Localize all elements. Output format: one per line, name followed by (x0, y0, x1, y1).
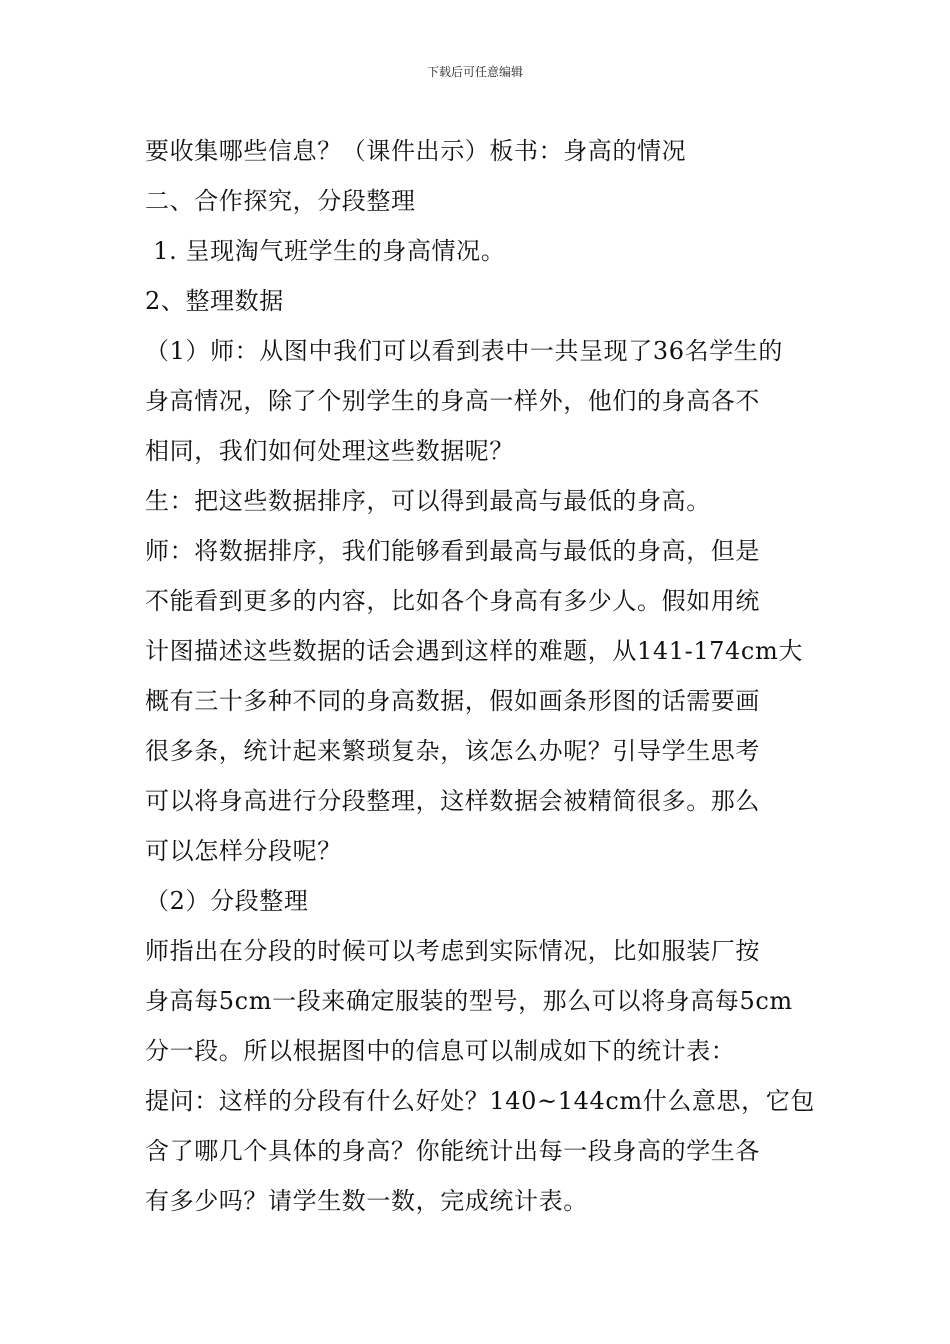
text-line: 师指出在分段的时候可以考虑到实际情况，比如服装厂按 (145, 937, 760, 965)
text-line: 含了哪几个具体的身高？你能统计出每一段身高的学生各 (145, 1137, 760, 1165)
page-header: 下载后可任意编辑 (426, 65, 523, 79)
text-line: 师：将数据排序，我们能够看到最高与最低的身高，但是 (145, 537, 760, 565)
text-line: 概有三十多种不同的身高数据，假如画条形图的话需要画 (145, 687, 760, 715)
text-line: 身高情况，除了个别学生的身高一样外，他们的身高各不 (145, 387, 760, 415)
text-line: 可以怎样分段呢？ (145, 837, 342, 865)
text-line: 相同，我们如何处理这些数据呢？ (145, 437, 514, 465)
section-heading: 2、整理数据 (145, 287, 284, 315)
text-line: 很多条，统计起来繁琐复杂，该怎么办呢？引导学生思考 (145, 737, 760, 765)
text-line: （1）师：从图中我们可以看到表中一共呈现了36名学生的 (145, 337, 784, 365)
text-line: 要收集哪些信息？（课件出示）板书：身高的情况 (145, 137, 687, 165)
section-heading: 二、合作探究，分段整理 (145, 187, 416, 215)
text-line: 1. 呈现淘气班学生的身高情况。 (145, 237, 506, 265)
document-body (145, 126, 815, 1226)
text-line: 提问：这样的分段有什么好处？140~144cm什么意思，它包 (145, 1087, 815, 1115)
text-line: 生：把这些数据排序，可以得到最高与最低的身高。 (145, 487, 711, 515)
text-line: 分一段。所以根据图中的信息可以制成如下的统计表： (145, 1037, 736, 1065)
text-line: 可以将身高进行分段整理，这样数据会被精简很多。那么 (145, 787, 760, 815)
text-line: 不能看到更多的内容，比如各个身高有多少人。假如用统 (145, 587, 760, 615)
text-line: 身高每5cm一段来确定服装的型号，那么可以将身高每5cm (145, 987, 793, 1015)
text-line: 计图描述这些数据的话会遇到这样的难题，从141-174cm大 (145, 637, 803, 665)
section-heading: （2）分段整理 (145, 887, 309, 915)
text-line: 有多少吗？请学生数一数，完成统计表。 (145, 1187, 588, 1215)
